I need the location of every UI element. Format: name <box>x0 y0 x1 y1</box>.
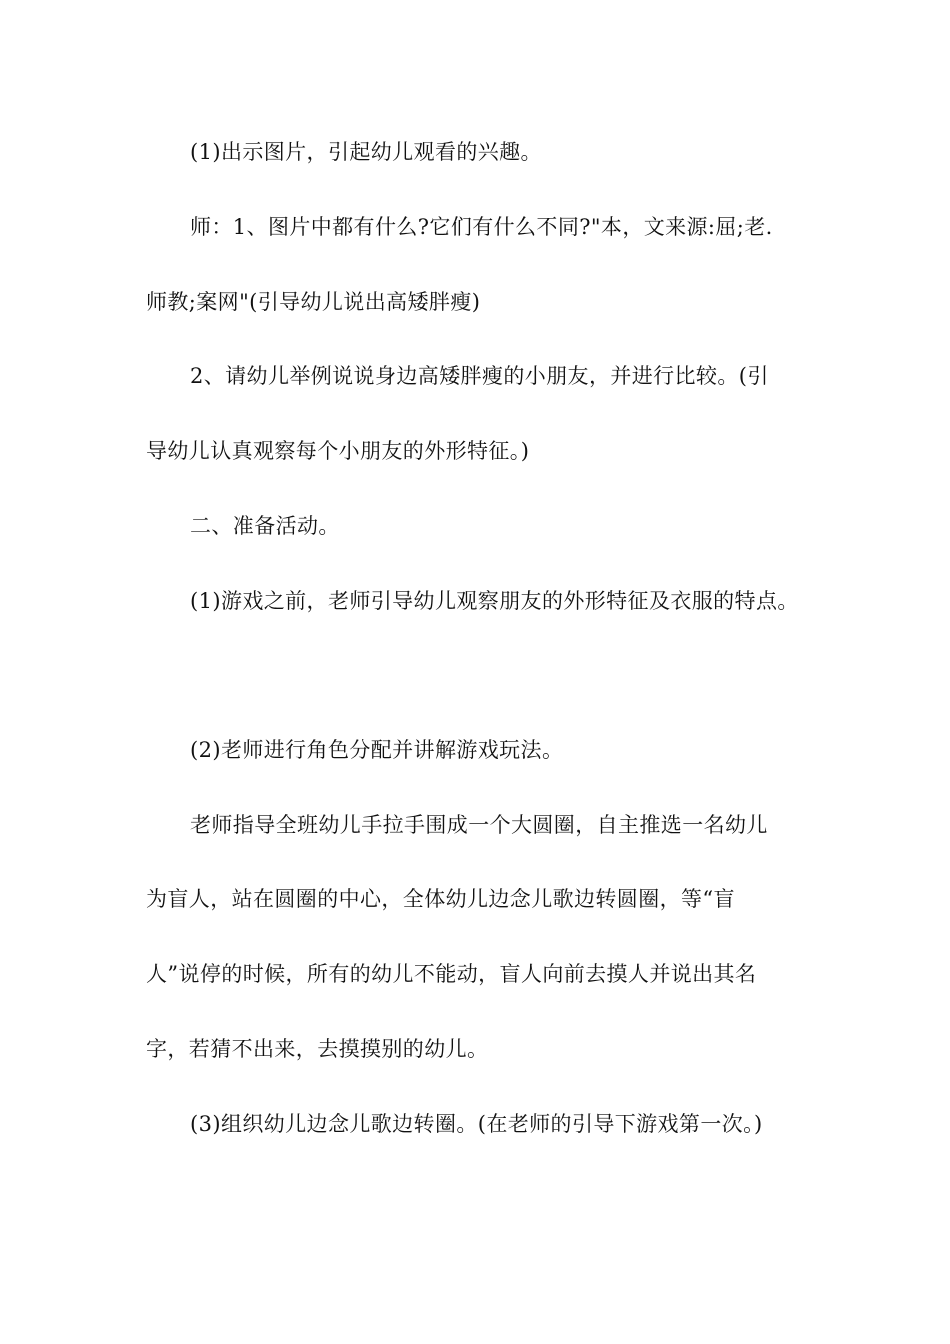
paragraph-line-11: 人”说停的时候，所有的幼儿不能动，盲人向前去摸人并说出其名 <box>146 962 757 986</box>
section-heading: 二、准备活动。 <box>190 514 340 538</box>
paragraph-line-7: (1)游戏之前，老师引导幼儿观察朋友的外形特征及衣服的特点。 <box>190 589 799 613</box>
paragraph-line-3: 师教;案网"(引导幼儿说出高矮胖瘦) <box>146 290 481 314</box>
paragraph-line-9: 老师指导全班幼儿手拉手围成一个大圆圈，自主推选一名幼儿 <box>190 813 768 837</box>
paragraph-line-5: 导幼儿认真观察每个小朋友的外形特征。) <box>146 439 530 463</box>
paragraph-line-1: (1)出示图片，引起幼儿观看的兴趣。 <box>190 140 542 164</box>
paragraph-line-10: 为盲人，站在圆圈的中心，全体幼儿边念儿歌边转圆圈，等“盲 <box>146 887 735 911</box>
paragraph-line-2: 师：1、图片中都有什么?它们有什么不同?"本，文来源:屈;老. <box>190 215 773 239</box>
paragraph-line-8: (2)老师进行角色分配并讲解游戏玩法。 <box>190 738 564 762</box>
paragraph-line-12: 字，若猜不出来，去摸摸别的幼儿。 <box>146 1037 489 1061</box>
paragraph-line-13: (3)组织幼儿边念儿歌边转圈。(在老师的引导下游戏第一次。) <box>190 1112 763 1136</box>
paragraph-line-4: 2、请幼儿举例说说身边高矮胖瘦的小朋友，并进行比较。(引 <box>190 364 769 388</box>
